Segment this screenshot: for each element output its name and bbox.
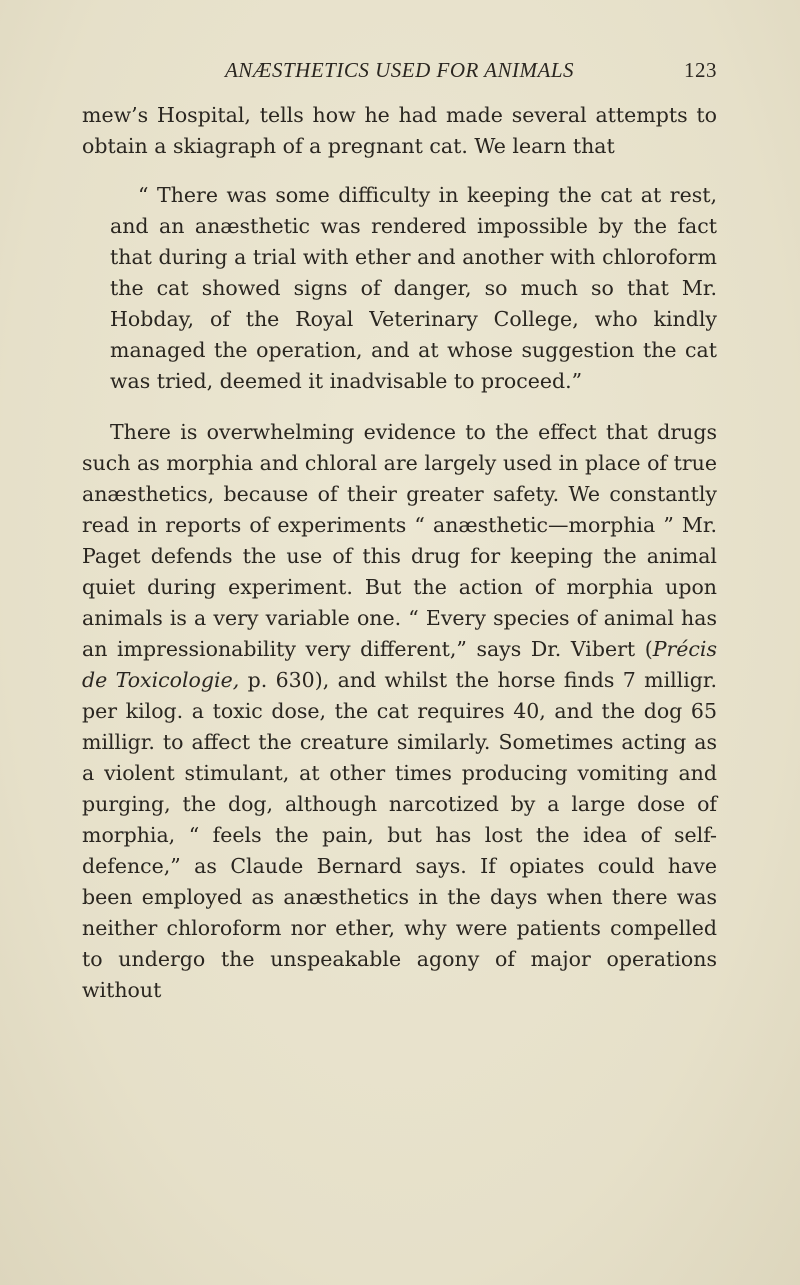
body-text <box>82 100 717 1006</box>
paragraph-morphia-part1: There is overwhelming evidence to the effect that drugs such as morphia and chloral are largely used in place of true anæsthetics, because of their greater safety. We constantly read in reports of experiments “ anæsthetic—morphia ” Mr. Paget defends the use of this drug for keeping the animal quiet during experiment. But the action of morphia upon animals is a very variable one. “ Every species of animal has an impressionability very different,” says Dr. Vibert ( <box>82 420 717 661</box>
quote-paragraph: “ There was some difficulty in keeping the cat at rest, and an anæsthetic was rendered impossible by the fact that during a trial with ether and another with chloroform the cat showed signs of danger, so much so that Mr. Hobday, of the Royal Veterinary College, who kindly managed the operation, and at whose suggestion the cat was tried, deemed it inadvisable to proceed.” <box>110 183 717 393</box>
running-head-title: ANÆSTHETICS USED FOR ANIMALS <box>224 58 575 82</box>
paragraph-continuation: mew’s Hospital, tells how he had made several attempts to obtain a skiagraph of a pregnant cat. We learn that <box>82 103 717 158</box>
book-page <box>82 58 717 1006</box>
book-title-citation: Précis de Toxicologie, <box>82 637 717 692</box>
block-quote <box>110 180 717 397</box>
page-number: 123 <box>684 58 717 82</box>
paragraph-morphia <box>82 417 717 1006</box>
running-head <box>82 58 717 94</box>
paragraph-morphia-part2: p. 630), and whilst the horse finds 7 milligr. per kilog. a toxic dose, the cat requires 40, and the dog 65 milligr. to affect the creature similarly. Sometimes acting as a violent stimulant, at other times producing vomiting and purging, the dog, although narcotized by a large dose of morphia, “ feels the pain, but has lost the idea of self-defence,” as Claude Bernard says. If opiates could have been employed as anæsthetics in the days when there was neither chloroform nor ether, why were patients compelled to undergo the unspeakable agony of major operations without <box>82 668 717 1002</box>
